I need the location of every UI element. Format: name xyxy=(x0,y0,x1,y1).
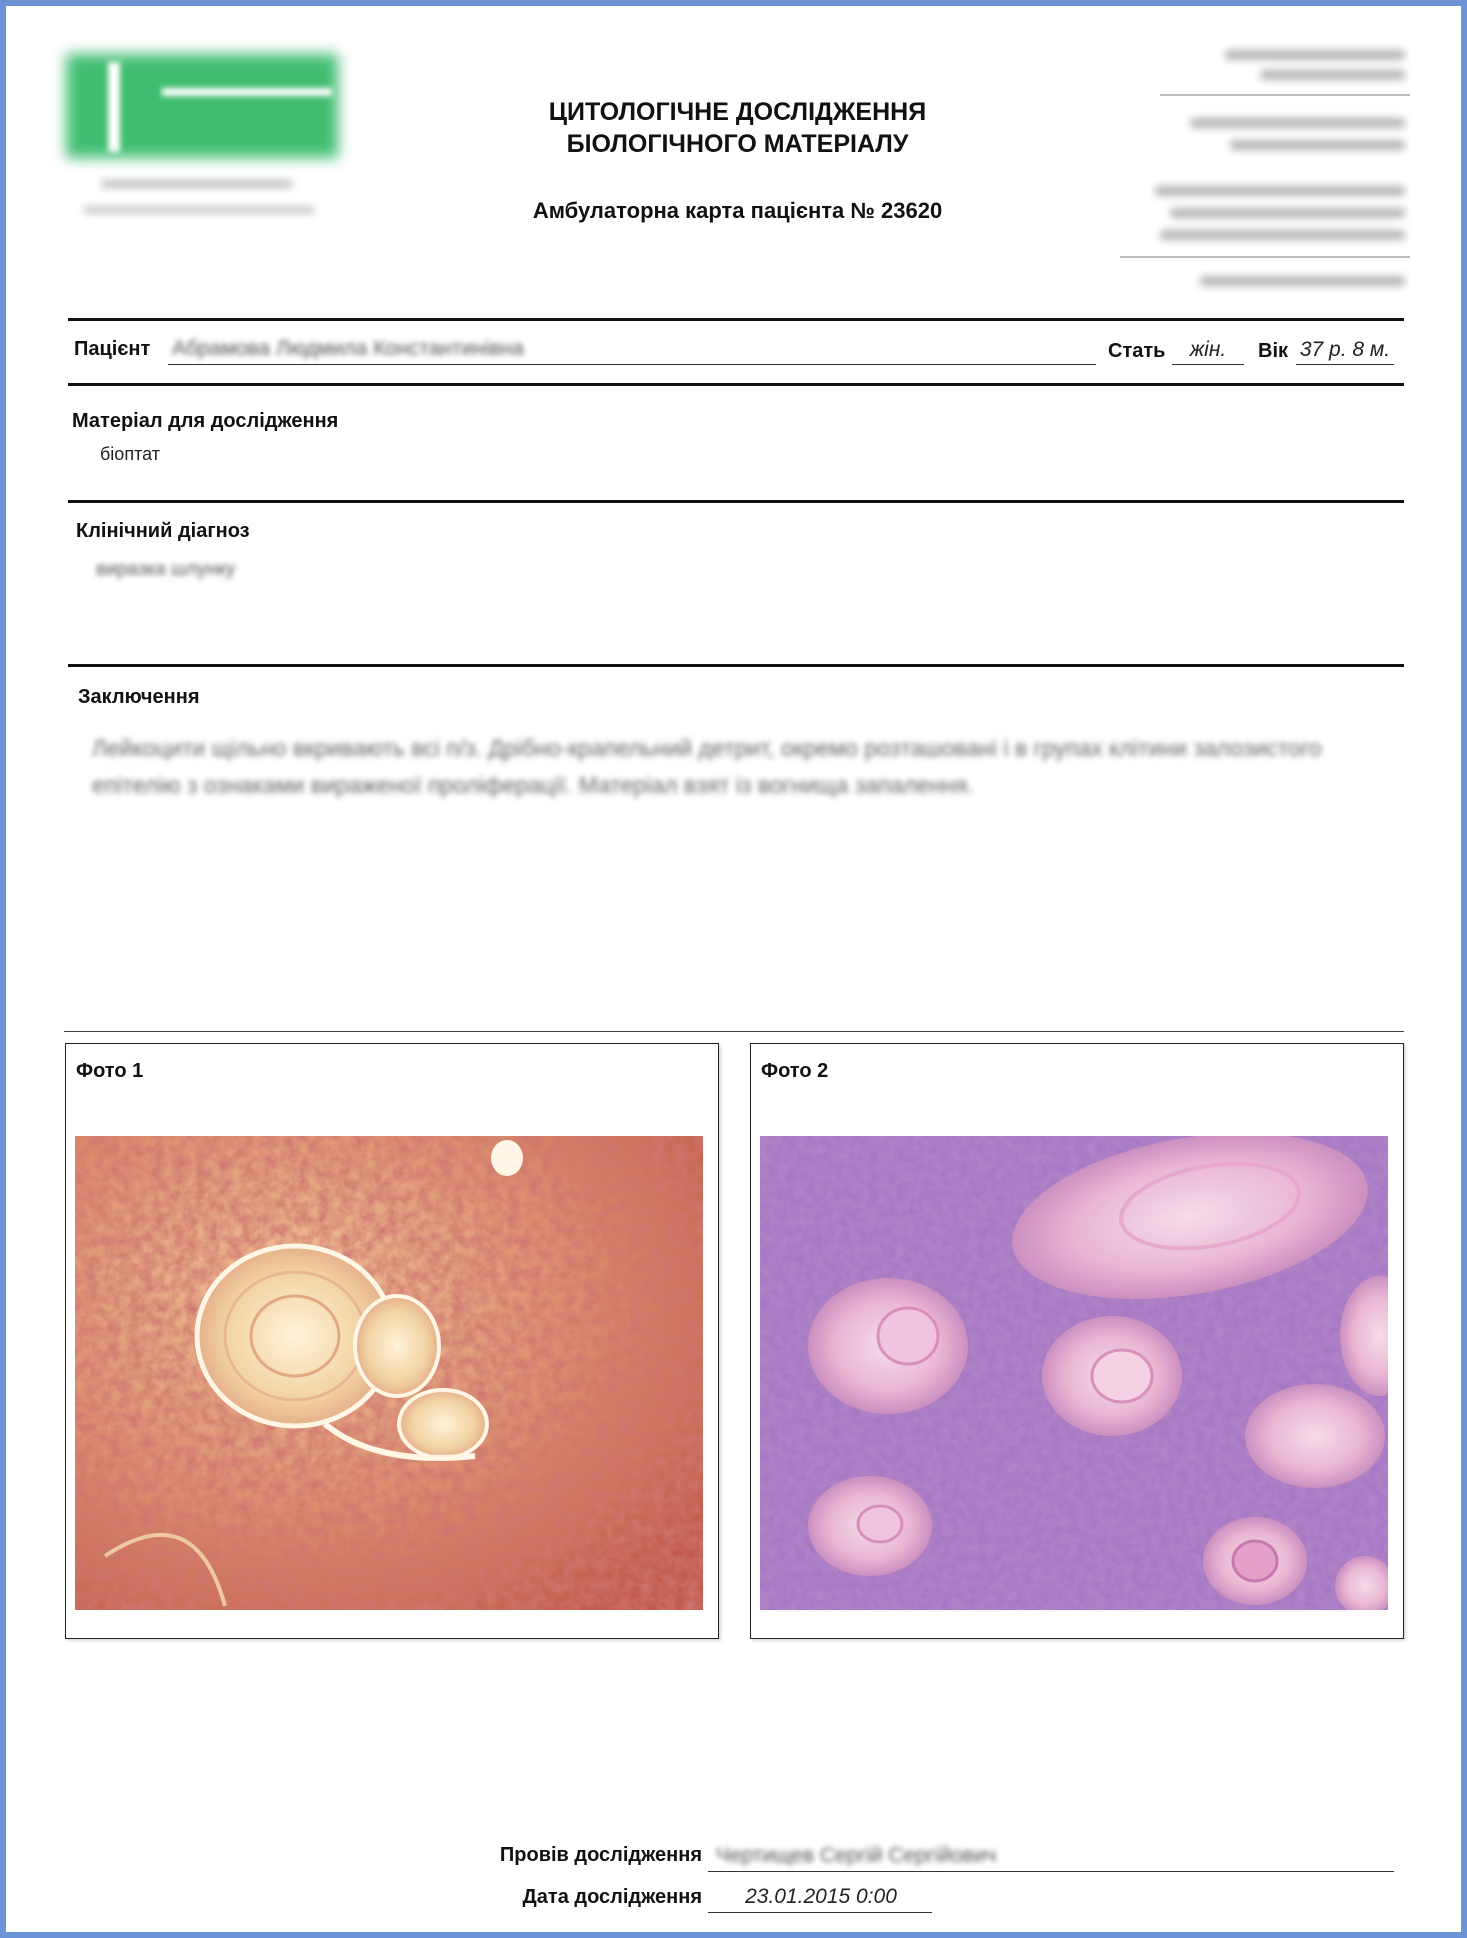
sex-value: жін. xyxy=(1189,338,1227,361)
date-value: 23.01.2015 0:00 xyxy=(745,1885,897,1908)
photo-1-title: Фото 1 xyxy=(76,1060,144,1082)
divider xyxy=(68,500,1404,503)
divider xyxy=(68,664,1404,667)
photo-2-title: Фото 2 xyxy=(761,1060,829,1082)
date-underline xyxy=(708,1912,932,1913)
material-label: Матеріал для дослідження xyxy=(72,410,339,432)
diagnosis-value: виразка шлунку xyxy=(96,559,236,580)
clinic-logo xyxy=(62,48,352,238)
patient-label: Пацієнт xyxy=(74,338,151,360)
sex-label: Стать xyxy=(1108,340,1166,362)
age-value: 37 р. 8 м. xyxy=(1299,338,1391,361)
divider xyxy=(64,1031,1404,1032)
age-label: Вік xyxy=(1258,340,1289,362)
clinic-contacts xyxy=(1110,44,1410,304)
photo-2-image xyxy=(760,1136,1388,1610)
card-number: Амбулаторна карта пацієнта № 23620 xyxy=(532,198,943,223)
performed-by-value: Чертищев Сергій Сергійович xyxy=(716,1844,997,1867)
performed-by-label: Провів дослідження xyxy=(499,1844,702,1866)
diagnosis-label: Клінічний діагноз xyxy=(76,520,250,542)
divider xyxy=(68,318,1404,321)
conclusion-label: Заключення xyxy=(78,686,200,708)
conclusion-text: Лейкоцити щільно вкривають всі п/з. Дрібно-крапельний детрит, окремо розташовані і в групах клітини залозистого епітелію з ознаками вираженої проліферації. Матеріал взят із вогнища запалення. xyxy=(92,735,1322,798)
date-label: Дата дослідження xyxy=(522,1886,702,1908)
divider xyxy=(68,383,1404,386)
photo-2-panel xyxy=(750,1043,1404,1639)
patient-name: Абрамова Людмила Константинівна xyxy=(172,337,524,360)
age-underline xyxy=(1296,364,1394,365)
document-title xyxy=(380,96,1095,160)
title-line-1: ЦИТОЛОГІЧНЕ ДОСЛІДЖЕННЯ xyxy=(548,98,927,126)
patient-name-underline xyxy=(168,364,1096,365)
photo-1-panel xyxy=(65,1043,719,1639)
sex-underline xyxy=(1172,364,1244,365)
material-value: біоптат xyxy=(100,444,160,464)
photo-1-image xyxy=(75,1136,703,1610)
title-line-2: БІОЛОГІЧНОГО МАТЕРІАЛУ xyxy=(566,130,909,158)
performed-by-underline xyxy=(708,1871,1394,1872)
